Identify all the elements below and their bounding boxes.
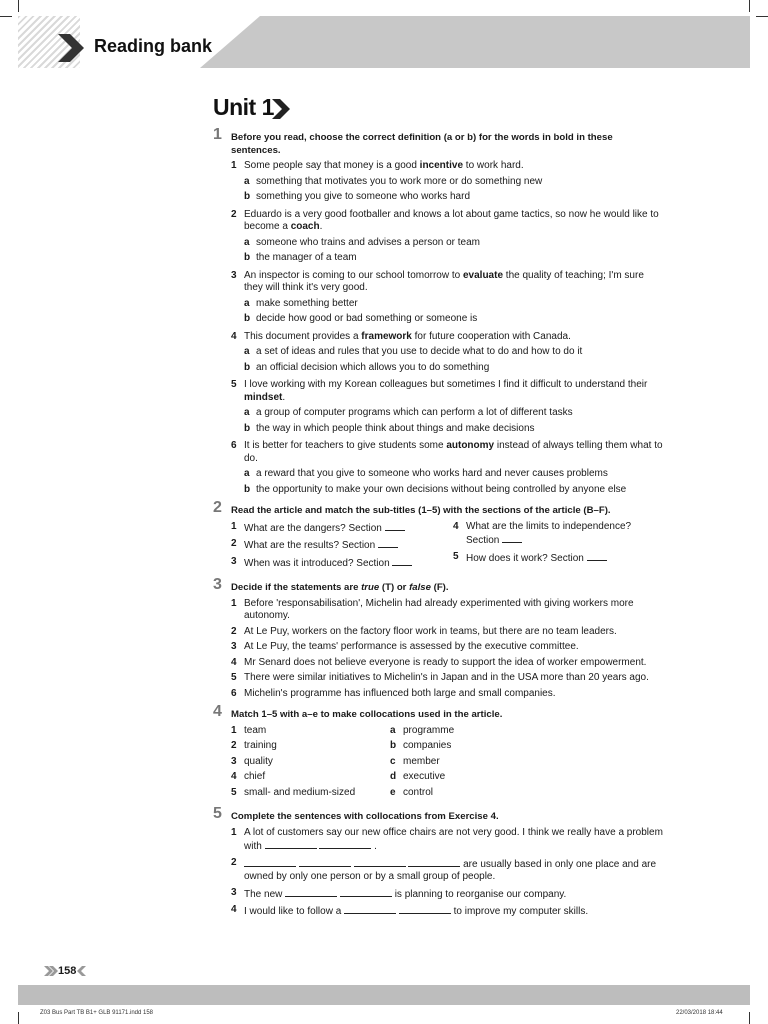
instruction-text: Decide if the statements are <box>231 582 362 593</box>
question-number: 6 <box>231 687 237 699</box>
option-text: an official decision which allows you to do something <box>256 361 490 373</box>
answer-blank[interactable] <box>299 857 351 867</box>
option-text: someone who trains and advises a person or team <box>256 236 481 248</box>
question-number: 4 <box>231 656 237 668</box>
statement-text: Before 'responsabilisation', Michelin had already experimented with giving workers more autonomy. <box>244 597 634 621</box>
exercise-number: 1 <box>213 126 222 143</box>
question-number: 2 <box>231 740 237 751</box>
answer-blank[interactable] <box>502 533 522 543</box>
question-number: 2 <box>231 625 237 637</box>
question-number: 3 <box>231 641 237 652</box>
collocation-word: small- and medium-sized <box>244 786 356 798</box>
option-text: a reward that you give to someone who works hard and never causes problems <box>256 468 608 479</box>
instruction-text: (F). <box>430 582 449 593</box>
sentence-text: The new <box>244 888 283 900</box>
chevron-right-icon <box>272 99 290 119</box>
question-number: 1 <box>231 826 237 838</box>
answer-blank[interactable] <box>344 904 396 914</box>
sentence-text: I would like to follow a <box>244 906 342 917</box>
exercise-instruction <box>231 582 663 595</box>
unit-title: Unit 1 <box>213 94 274 120</box>
answer-blank[interactable] <box>378 538 398 548</box>
exercise-3 <box>213 576 663 700</box>
exercise-instruction: Read the article and match the sub-titles (1–5) with the sections of the article (B–F). <box>231 505 611 516</box>
collocation-word: quality <box>244 755 273 767</box>
answer-blank[interactable] <box>285 887 337 897</box>
question-number: 1 <box>231 597 237 609</box>
question-text: When was it introduced? Section <box>244 557 390 569</box>
exercise-number: 4 <box>213 703 222 720</box>
question-text: How does it work? Section <box>466 552 584 564</box>
statement-text: Michelin's programme has influenced both large and small companies. <box>244 687 556 699</box>
option-letter: b <box>244 483 251 495</box>
collocation-word: team <box>244 724 267 736</box>
question-number: 1 <box>231 520 237 532</box>
collocation-word: chief <box>244 771 266 782</box>
crop-mark <box>18 0 19 12</box>
question-text: An inspector is coming to our school tomorrow to <box>244 269 463 281</box>
page-number-text: 158 <box>58 965 77 977</box>
exercise-2 <box>213 499 663 573</box>
instruction-true: true <box>361 582 380 593</box>
option-letter: a <box>244 236 250 248</box>
option-text: the opportunity to make your own decisions without being controlled by anyone else <box>256 483 627 495</box>
option-text: decide how good or bad something or someone is <box>256 313 478 324</box>
option-letter: d <box>390 771 397 782</box>
question-item <box>213 270 663 326</box>
answer-blank[interactable] <box>385 521 405 531</box>
question-text: What are the dangers? Section <box>244 522 382 534</box>
sentence-text: A lot of customers say our new office chairs are not very good. I think we really have a problem with <box>244 826 663 852</box>
sentence-text: is planning to reorganise our company. <box>394 888 567 900</box>
option-letter: b <box>244 361 251 373</box>
print-file-info: Z03 Bus Part TB B1+ GLB 91171.indd 158 <box>40 1010 154 1016</box>
exercise-number: 3 <box>213 576 222 593</box>
chevron-right-icon <box>58 34 84 62</box>
collocation-word: programme <box>403 724 455 736</box>
exercise-number: 5 <box>213 805 222 822</box>
answer-blank[interactable] <box>340 887 392 897</box>
question-number: 4 <box>231 771 237 782</box>
crop-mark <box>749 0 750 12</box>
option-letter: a <box>390 724 396 736</box>
question-text: I love working with my Korean colleagues but sometimes I find it difficult to understand their <box>244 379 648 390</box>
statement-text: Mr Senard does not believe everyone is ready to support the idea of worker empowerment. <box>244 656 647 668</box>
question-number: 1 <box>231 724 237 736</box>
option-letter: b <box>390 740 397 751</box>
option-text: something that motivates you to work more or do something new <box>256 175 543 187</box>
option-text: the way in which people think about things and make decisions <box>256 422 535 434</box>
statement-text: At Le Puy, workers on the factory floor work in teams, but there are no team leaders. <box>244 625 617 637</box>
question-text: What are the results? Section <box>244 540 376 551</box>
option-letter: b <box>244 422 251 434</box>
answer-blank[interactable] <box>408 857 460 867</box>
exercise-instruction: Before you read, choose the correct definition (a or b) for the words in bold in these sentences. <box>231 132 613 156</box>
question-text: Some people say that money is a good <box>244 160 420 171</box>
print-date-info: 22/03/2018 18:44 <box>676 1010 723 1016</box>
bold-word: framework <box>361 330 412 342</box>
crop-mark <box>0 16 12 17</box>
question-number: 4 <box>231 904 237 915</box>
bold-word: autonomy <box>446 440 495 451</box>
collocation-word: training <box>244 740 277 751</box>
question-number: 1 <box>231 160 237 171</box>
question-number: 3 <box>231 269 237 281</box>
question-number: 5 <box>231 672 237 683</box>
option-text: make something better <box>256 297 358 309</box>
question-text: It is better for teachers to give students some <box>244 440 447 451</box>
answer-blank[interactable] <box>319 839 371 849</box>
option-letter: b <box>244 313 251 324</box>
question-item <box>213 331 663 375</box>
crop-mark <box>18 1012 19 1024</box>
answer-blank[interactable] <box>587 551 607 561</box>
question-text: for future cooperation with Canada. <box>411 330 571 342</box>
sentence-text: to improve my computer skills. <box>453 906 589 917</box>
option-letter: a <box>244 407 250 418</box>
question-number: 5 <box>231 379 237 390</box>
chevron-right-icon <box>44 966 58 976</box>
option-text: a set of ideas and rules that you use to decide what to do and how to do it <box>256 346 583 357</box>
exercise-instruction: Complete the sentences with collocations from Exercise 4. <box>231 811 499 822</box>
exercise-5 <box>213 805 663 919</box>
bold-word: evaluate <box>462 269 504 281</box>
question-text: . <box>319 221 323 232</box>
chevron-left-icon <box>76 966 86 976</box>
option-letter: e <box>390 786 396 798</box>
question-item <box>213 379 663 435</box>
question-text: to work hard. <box>463 160 524 171</box>
option-text: a group of computer programs which can perform a lot of different tasks <box>256 407 573 418</box>
answer-blank[interactable] <box>399 904 451 914</box>
collocation-word: control <box>403 786 434 798</box>
bold-word: mindset <box>244 391 283 403</box>
answer-blank[interactable] <box>392 556 412 566</box>
option-letter: a <box>244 297 250 309</box>
section-title: Reading bank <box>94 36 213 56</box>
crop-mark <box>749 1012 750 1024</box>
option-letter: b <box>244 191 251 202</box>
collocation-word: member <box>403 755 440 767</box>
exercise-instruction: Match 1–5 with a–e to make collocations used in the article. <box>231 709 503 720</box>
question-number: 6 <box>231 440 237 451</box>
question-item <box>213 209 663 265</box>
option-letter: a <box>244 175 250 187</box>
crop-mark <box>756 16 768 17</box>
header-band <box>200 16 750 68</box>
statement-text: At Le Puy, the teams' performance is assessed by the executive committee. <box>244 641 579 652</box>
exercise-4 <box>213 703 663 802</box>
question-text: Eduardo is a very good footballer and knows a lot about game tactics, so now he would like to become a <box>244 208 659 232</box>
question-text: What are the limits to independence? <box>466 520 632 532</box>
option-text: something you give to someone who works hard <box>256 191 471 202</box>
question-number: 2 <box>231 538 237 549</box>
footer-band <box>18 985 750 1005</box>
option-letter: a <box>244 468 250 479</box>
question-number: 3 <box>231 755 237 767</box>
option-text: the manager of a team <box>256 252 357 263</box>
option-letter: c <box>390 755 396 767</box>
instruction-false: false <box>409 582 431 593</box>
question-text: instead of always telling them what to do. <box>244 440 663 464</box>
answer-blank[interactable] <box>244 857 296 867</box>
exercise-1 <box>213 126 663 496</box>
answer-blank[interactable] <box>354 857 406 867</box>
option-letter: a <box>244 346 250 357</box>
question-number: 3 <box>231 555 237 567</box>
collocation-word: executive <box>403 771 446 782</box>
sentence-text: are usually based in only one place and are owned by only one person or by a small group of people. <box>244 858 657 882</box>
question-number: 2 <box>231 208 237 220</box>
question-number: 4 <box>453 520 459 532</box>
question-number: 5 <box>231 786 237 798</box>
question-item <box>213 440 663 496</box>
collocation-word: companies <box>403 740 452 751</box>
question-text: the quality of teaching; I'm sure they will think it's very good. <box>244 269 644 293</box>
page-number <box>44 965 86 977</box>
exercise-number: 2 <box>213 499 222 516</box>
question-text: This document provides a <box>244 330 362 342</box>
question-number: 5 <box>453 550 459 562</box>
answer-blank[interactable] <box>265 839 317 849</box>
option-letter: b <box>244 252 251 263</box>
question-item <box>213 160 663 204</box>
bold-word: incentive <box>419 160 464 171</box>
statement-text: There were similar initiatives to Michelin's in Japan and in the USA more than 20 years ago. <box>244 672 649 683</box>
question-text: . <box>282 391 286 403</box>
question-number: 2 <box>231 856 237 868</box>
instruction-text: (T) or <box>379 582 410 593</box>
sentence-text: . <box>374 841 377 852</box>
question-text: Section <box>466 535 500 546</box>
bold-word: coach <box>290 221 320 232</box>
question-number: 4 <box>231 330 237 342</box>
question-number: 3 <box>231 886 237 898</box>
exercise-content <box>213 126 663 928</box>
